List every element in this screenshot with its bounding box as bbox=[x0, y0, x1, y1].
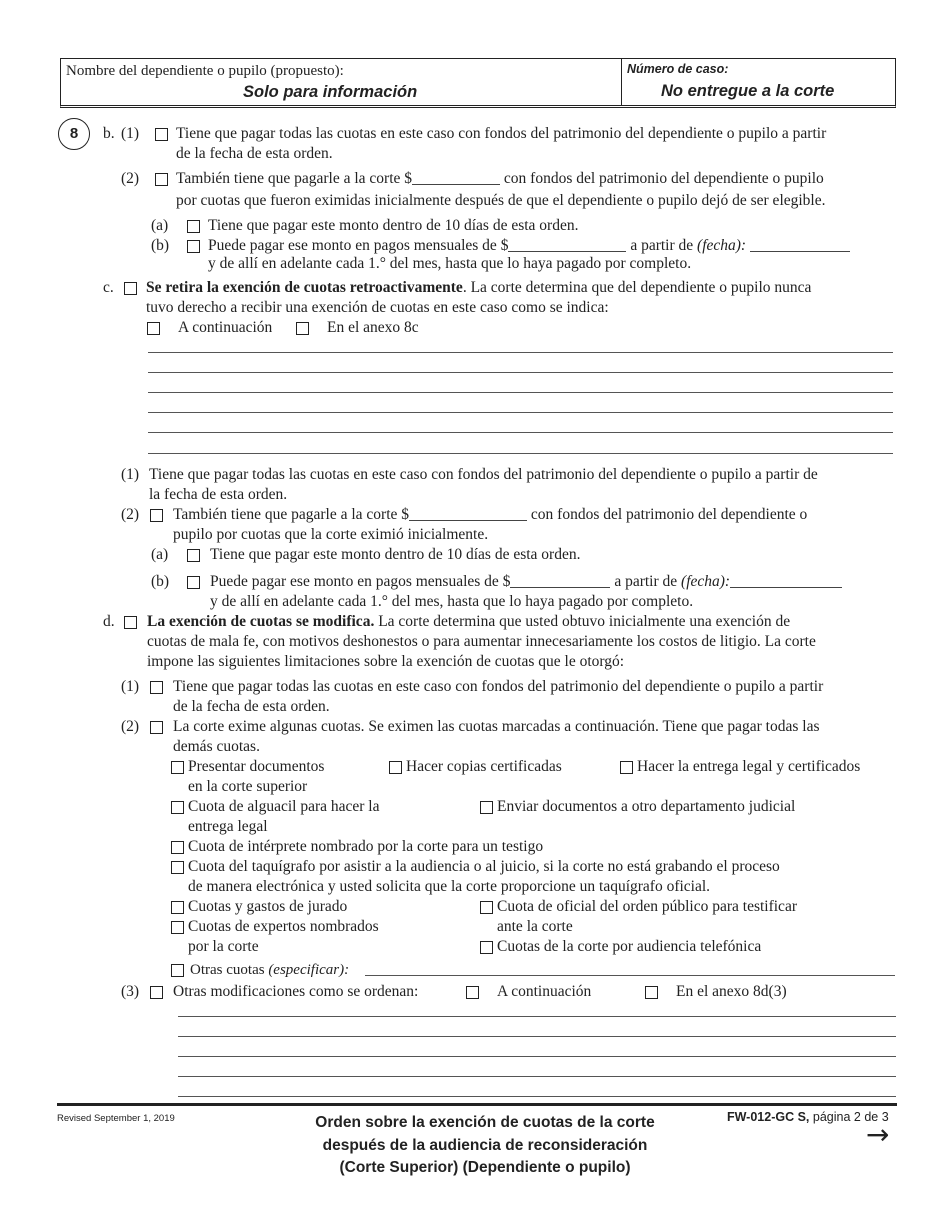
name-label: Nombre del dependiente o pupilo (propuesto): bbox=[66, 63, 344, 79]
c2-number: (2) bbox=[121, 506, 140, 523]
item-number-badge: 8 bbox=[58, 118, 90, 150]
fee-oficial-line1: Cuota de oficial del orden público para testificar bbox=[497, 898, 797, 915]
c-text-line2: tuvo derecho a recibir una exención de cuotas en este caso como se indica: bbox=[146, 299, 609, 316]
footer-form-id bbox=[727, 1110, 889, 1124]
c2-text-b: con fondos del patrimonio del dependiente o bbox=[530, 506, 808, 523]
b2a-text: Tiene que pagar este monto dentro de 10 días de esta orden. bbox=[208, 217, 579, 234]
fee-jurado-checkbox[interactable] bbox=[171, 901, 184, 914]
footer-page: página 2 de 3 bbox=[809, 1110, 889, 1124]
c1-number: (1) bbox=[121, 466, 140, 483]
fee-presentar-line1: Presentar documentos bbox=[188, 758, 325, 775]
fee-oficial-line2: ante la corte bbox=[497, 918, 573, 935]
fee-expertos-line2: por la corte bbox=[188, 938, 259, 955]
fee-jurado-label: Cuotas y gastos de jurado bbox=[188, 898, 348, 915]
c1-text-line1: Tiene que pagar todas las cuotas en este caso con fondos del patrimonio del dependiente o pupilo a partir de bbox=[149, 466, 818, 483]
section-b-label: b. bbox=[103, 125, 115, 142]
d3-attachment-checkbox[interactable] bbox=[645, 986, 658, 999]
fee-copias-label: Hacer copias certificadas bbox=[406, 758, 562, 775]
d3-attachment-label: En el anexo 8d(3) bbox=[676, 983, 787, 1000]
d3-checkbox[interactable] bbox=[150, 986, 163, 999]
c-text-rest: . La corte determina que del dependiente o pupilo nunca bbox=[462, 279, 812, 296]
case-header bbox=[60, 58, 896, 108]
c2a-label: (a) bbox=[151, 546, 169, 563]
d2-text-line2: demás cuotas. bbox=[173, 738, 260, 755]
d-text-line3: impone las siguientes limitaciones sobre la exención de cuotas que le otorgó: bbox=[147, 653, 625, 670]
fee-taquigrafo-line2: de manera electrónica y usted solicita que la corte proporcione un taquígrafo oficial. bbox=[188, 878, 711, 895]
footer-revised: Revised September 1, 2019 bbox=[57, 1113, 175, 1124]
d-text-line2: cuotas de mala fe, con motivos deshonestos o para aumentar innecesariamente los costos de litigio. La corte bbox=[147, 633, 816, 650]
fee-telefonica-label: Cuotas de la corte por audiencia telefónica bbox=[497, 938, 762, 955]
d2-checkbox[interactable] bbox=[150, 721, 163, 734]
d3-writing-line[interactable] bbox=[178, 1096, 896, 1097]
d-heading: La exención de cuotas se modifica. bbox=[147, 613, 375, 630]
d3-writing-line[interactable] bbox=[178, 1076, 896, 1077]
c2a-text: Tiene que pagar este monto dentro de 10 días de esta orden. bbox=[210, 546, 581, 563]
b1-checkbox[interactable] bbox=[155, 128, 168, 141]
b2b-monthly-field[interactable] bbox=[508, 237, 626, 252]
d3-number: (3) bbox=[121, 983, 140, 1000]
footer-title-line2: después de la audiencia de reconsideración bbox=[322, 1136, 648, 1154]
fee-expertos-checkbox[interactable] bbox=[171, 921, 184, 934]
c2b-checkbox[interactable] bbox=[187, 576, 200, 589]
header-divider bbox=[621, 59, 622, 105]
fee-entrega-label: Hacer la entrega legal y certificados bbox=[637, 758, 861, 775]
c-writing-line[interactable] bbox=[148, 392, 893, 393]
b2-checkbox[interactable] bbox=[155, 173, 168, 186]
b2a-checkbox[interactable] bbox=[187, 220, 200, 233]
fee-otras-specify: (especificar): bbox=[268, 962, 350, 978]
c2b-date-field[interactable] bbox=[730, 573, 842, 588]
b2b-date-field[interactable] bbox=[750, 237, 850, 252]
b2-amount-field[interactable] bbox=[412, 170, 500, 185]
name-value: Solo para información bbox=[243, 83, 418, 101]
c2b-label: (b) bbox=[151, 573, 170, 590]
d3-continuation-label: A continuación bbox=[497, 983, 592, 1000]
footer-title-line3: (Corte Superior) (Dependiente o pupilo) bbox=[339, 1159, 631, 1176]
next-page-arrow-icon[interactable]: → bbox=[866, 1118, 890, 1151]
b2b-text-line2: y de allí en adelante cada 1.° del mes, hasta que lo haya pagado por completo. bbox=[208, 255, 692, 272]
c2b-text-a: Puede pagar ese monto en pagos mensuales de $ bbox=[210, 573, 511, 590]
fee-alguacil-line2: entrega legal bbox=[188, 818, 268, 835]
c2b-text-line2: y de allí en adelante cada 1.° del mes, hasta que lo haya pagado por completo. bbox=[210, 593, 694, 610]
footer-title-line1: Orden sobre la exención de cuotas de la corte bbox=[315, 1114, 655, 1131]
c2-line1 bbox=[173, 505, 807, 525]
footer-rule bbox=[57, 1103, 897, 1106]
fee-entrega-checkbox[interactable] bbox=[620, 761, 633, 774]
c2-text-line2: pupilo por cuotas que la corte eximió inicialmente. bbox=[173, 526, 489, 543]
d3-writing-line[interactable] bbox=[178, 1016, 896, 1017]
fee-expertos-line1: Cuotas de expertos nombrados bbox=[188, 918, 379, 935]
fee-interprete-checkbox[interactable] bbox=[171, 841, 184, 854]
b2b-line1 bbox=[208, 236, 850, 256]
d3-text: Otras modificaciones como se ordenan: bbox=[173, 983, 419, 1000]
d3-writing-line[interactable] bbox=[178, 1056, 896, 1057]
fee-taquigrafo-checkbox[interactable] bbox=[171, 861, 184, 874]
b2-line1 bbox=[176, 169, 824, 189]
section-d-label: d. bbox=[103, 613, 115, 630]
fee-presentar-line2: en la corte superior bbox=[188, 778, 308, 795]
fee-presentar-checkbox[interactable] bbox=[171, 761, 184, 774]
b2b-checkbox[interactable] bbox=[187, 240, 200, 253]
fee-telefonica-checkbox[interactable] bbox=[480, 941, 493, 954]
c-attachment-label: En el anexo 8c bbox=[327, 319, 419, 336]
fee-enviar-checkbox[interactable] bbox=[480, 801, 493, 814]
fee-taquigrafo-line1: Cuota del taquígrafo por asistir a la audiencia o al juicio, si la corte no está grabando el proceso bbox=[188, 858, 780, 875]
fee-interprete-label: Cuota de intérprete nombrado por la corte para un testigo bbox=[188, 838, 544, 855]
b2b-fecha-label: (fecha): bbox=[697, 237, 747, 254]
footer-form-code: FW-012-GC S, bbox=[727, 1110, 810, 1124]
fee-copias-checkbox[interactable] bbox=[389, 761, 402, 774]
fee-alguacil-line1: Cuota de alguacil para hacer la bbox=[188, 798, 380, 815]
fee-otras-checkbox[interactable] bbox=[171, 964, 184, 977]
c2-text-a: También tiene que pagarle a la corte $ bbox=[173, 506, 410, 523]
c2a-checkbox[interactable] bbox=[187, 549, 200, 562]
d1-text-line2: de la fecha de esta orden. bbox=[173, 698, 330, 715]
b2b-text-a: Puede pagar ese monto en pagos mensuales de $ bbox=[208, 237, 509, 254]
c-continuation-label: A continuación bbox=[178, 319, 273, 336]
b2-text-a: También tiene que pagarle a la corte $ bbox=[176, 170, 413, 187]
c-writing-line[interactable] bbox=[148, 372, 893, 373]
fee-alguacil-checkbox[interactable] bbox=[171, 801, 184, 814]
c-continuation-checkbox[interactable] bbox=[147, 322, 160, 335]
b2-number: (2) bbox=[121, 170, 140, 187]
d2-text-line1: La corte exime algunas cuotas. Se eximen las cuotas marcadas a continuación. Tiene que pagar todas las bbox=[173, 718, 820, 735]
c-writing-line[interactable] bbox=[148, 352, 893, 353]
case-number-label: Número de caso: bbox=[627, 62, 729, 76]
c-writing-line[interactable] bbox=[148, 453, 893, 454]
fee-oficial-checkbox[interactable] bbox=[480, 901, 493, 914]
c-heading: Se retira la exención de cuotas retroactivamente bbox=[146, 279, 463, 296]
d2-number: (2) bbox=[121, 718, 140, 735]
c-attachment-checkbox[interactable] bbox=[296, 322, 309, 335]
b1-text-line1: Tiene que pagar todas las cuotas en este caso con fondos del patrimonio del dependiente o pupilo a partir bbox=[176, 125, 827, 142]
c2b-line1 bbox=[210, 572, 842, 592]
c2-checkbox[interactable] bbox=[150, 509, 163, 522]
c2b-fecha-label: (fecha): bbox=[681, 573, 731, 590]
b2b-label: (b) bbox=[151, 237, 170, 254]
c-checkbox[interactable] bbox=[124, 282, 137, 295]
b2b-text-b: a partir de bbox=[630, 237, 694, 254]
d-line1 bbox=[147, 612, 790, 632]
fee-otras-line bbox=[190, 960, 349, 980]
c2-amount-field[interactable] bbox=[409, 506, 527, 521]
b1-number: (1) bbox=[121, 125, 140, 142]
d3-continuation-checkbox[interactable] bbox=[466, 986, 479, 999]
fee-otras-label: Otras cuotas bbox=[190, 962, 265, 978]
d3-writing-line[interactable] bbox=[178, 1036, 896, 1037]
b1-text-line2: de la fecha de esta orden. bbox=[176, 145, 333, 162]
section-c-label: c. bbox=[103, 279, 114, 296]
fee-otras-field[interactable] bbox=[365, 975, 895, 976]
c1-text-line2: la fecha de esta orden. bbox=[149, 486, 288, 503]
case-number-value: No entregue a la corte bbox=[661, 82, 835, 100]
c-writing-line[interactable] bbox=[148, 412, 893, 413]
footer-title bbox=[250, 1112, 720, 1180]
b2-text-line2: por cuotas que fueron eximidas inicialmente después de que el dependiente o pupilo dejó de ser elegible. bbox=[176, 192, 826, 209]
d1-number: (1) bbox=[121, 678, 140, 695]
d-text-rest: La corte determina que usted obtuvo inicialmente una exención de bbox=[374, 613, 791, 630]
d1-checkbox[interactable] bbox=[150, 681, 163, 694]
fee-enviar-label: Enviar documentos a otro departamento judicial bbox=[497, 798, 796, 815]
c-writing-line[interactable] bbox=[148, 432, 893, 433]
c-line1 bbox=[146, 278, 811, 298]
c2b-text-b: a partir de bbox=[614, 573, 678, 590]
d-checkbox[interactable] bbox=[124, 616, 137, 629]
d1-text-line1: Tiene que pagar todas las cuotas en este caso con fondos del patrimonio del dependiente o pupilo a partir bbox=[173, 678, 824, 695]
c2b-monthly-field[interactable] bbox=[510, 573, 610, 588]
b2a-label: (a) bbox=[151, 217, 169, 234]
b2-text-b: con fondos del patrimonio del dependiente o pupilo bbox=[503, 170, 824, 187]
